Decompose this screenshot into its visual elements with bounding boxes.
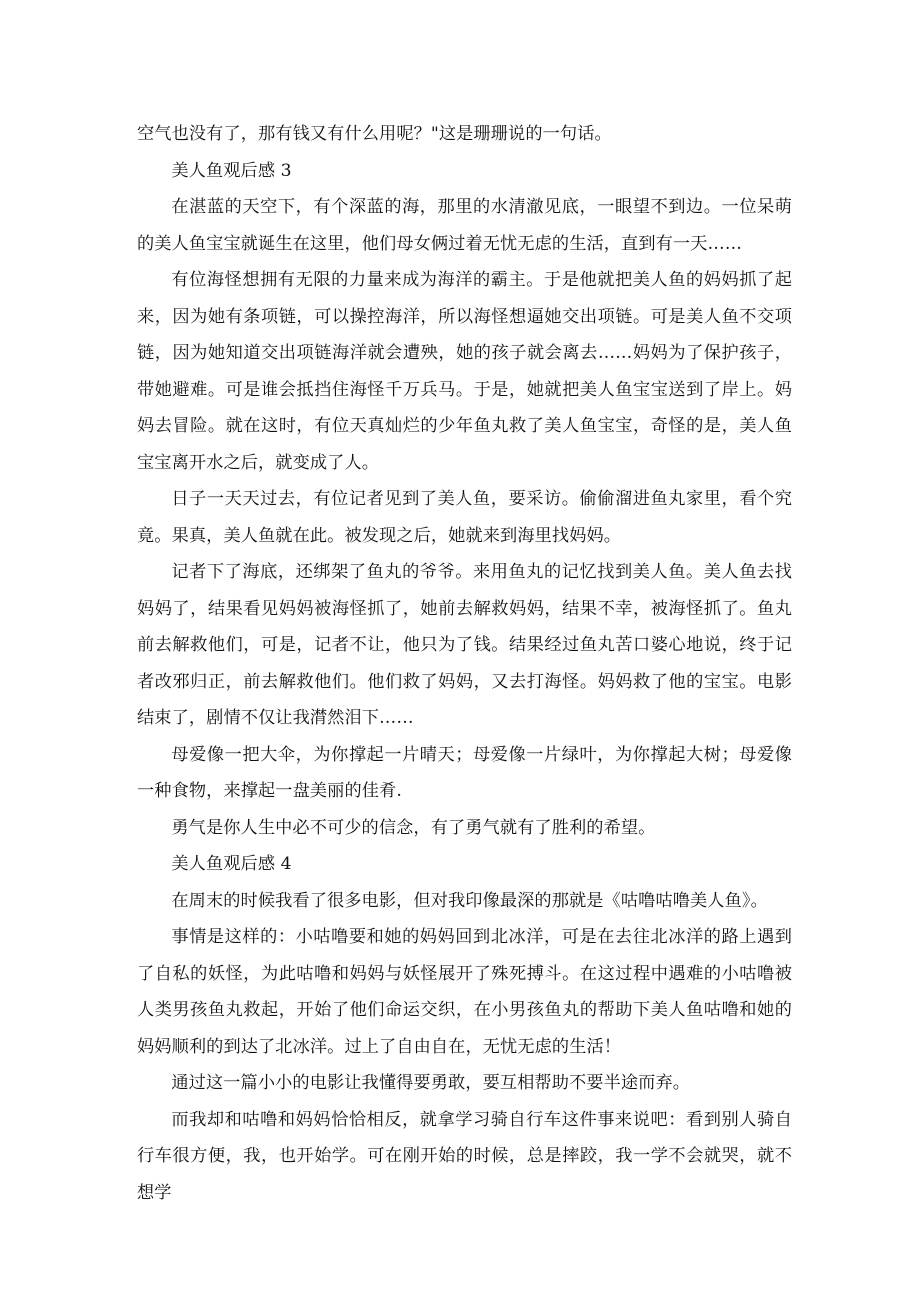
paragraph-2: 在湛蓝的天空下，有个深蓝的海，那里的水清澈见底，一眼望不到边。一位呆萌的美人鱼宝宝就诞生在这里，他们母女俩过着无忧无虑的生活，直到有一天…… [137, 197, 792, 254]
paragraph-3: 有位海怪想拥有无限的力量来成为海洋的霸主。于是他就把美人鱼的妈妈抓了起来，因为她有条项链，可以操控海洋，所以海怪想逼她交出项链。可是美人鱼不交项链，因为她知道交出项链海洋就会遭殃，她的孩子就会离去……妈妈为了保护孩子，带她避难。可是谁会抵挡住海怪千万兵马。于是，她就把美人鱼宝宝送到了岸上。妈妈去冒险。就在这时，有位天真灿烂的少年鱼丸救了美人鱼宝宝，奇怪的是，美人鱼宝宝离开水之后，就变成了人。 [137, 270, 792, 473]
paragraph-10: 通过这一篇小小的电影让我懂得要勇敢，要互相帮助不要半途而弃。 [171, 1073, 691, 1093]
section-heading-4: 美人鱼观后感 4 [171, 854, 292, 874]
paragraph-6: 母爱像一把大伞，为你撑起一片晴天；母爱像一片绿叶，为你撑起大树；母爱像一种食物，来撑起一盘美丽的佳肴. [137, 744, 792, 801]
paragraph-7: 勇气是你人生中必不可少的信念，有了勇气就有了胜利的希望。 [171, 817, 656, 838]
paragraph-8: 在周末的时候我看了很多电影，但对我印像最深的那就是《咕噜咕噜美人鱼》。 [171, 890, 768, 911]
paragraph-4: 日子一天天过去，有位记者见到了美人鱼，要采访。偷偷溜进鱼丸家里，看个究竟。果真，美人鱼就在此。被发现之后，她就来到海里找妈妈。 [137, 489, 792, 546]
paragraph-9: 事情是这样的：小咕噜要和她的妈妈回到北冰洋，可是在去往北冰洋的路上遇到了自私的妖怪，为此咕噜和妈妈与妖怪展开了殊死搏斗。在这过程中遇难的小咕噜被人类男孩鱼丸救起，开始了他们命运交织，在小男孩鱼丸的帮助下美人鱼咕噜和她的妈妈顺利的到达了北冰洋。过上了自由自在，无忧无虑的生活！ [137, 927, 792, 1057]
paragraph-11: 而我却和咕噜和妈妈恰恰相反，就拿学习骑自行车这件事来说吧：看到别人骑自行车很方便，我，也开始学。可在刚开始的时候，总是摔跤，我一学不会就哭，就不想学 [137, 1109, 792, 1203]
paragraph-1: 空气也没有了，那有钱又有什么用呢？"这是珊珊说的一句话。 [137, 124, 612, 144]
paragraph-5: 记者下了海底，还绑架了鱼丸的爷爷。来用鱼丸的记忆找到美人鱼。美人鱼去找妈妈了，结果看见妈妈被海怪抓了，她前去解救妈妈，结果不幸，被海怪抓了。鱼丸前去解救他们，可是，记者不让，他只为了钱。结果经过鱼丸苦口婆心地说，终于记者改邪归正，前去解救他们。他们救了妈妈，又去打海怪。妈妈救了他的宝宝。电影结束了，剧情不仅让我潸然泪下…… [137, 562, 792, 728]
document-page [137, 116, 792, 1211]
section-heading-3: 美人鱼观后感 3 [171, 160, 292, 181]
